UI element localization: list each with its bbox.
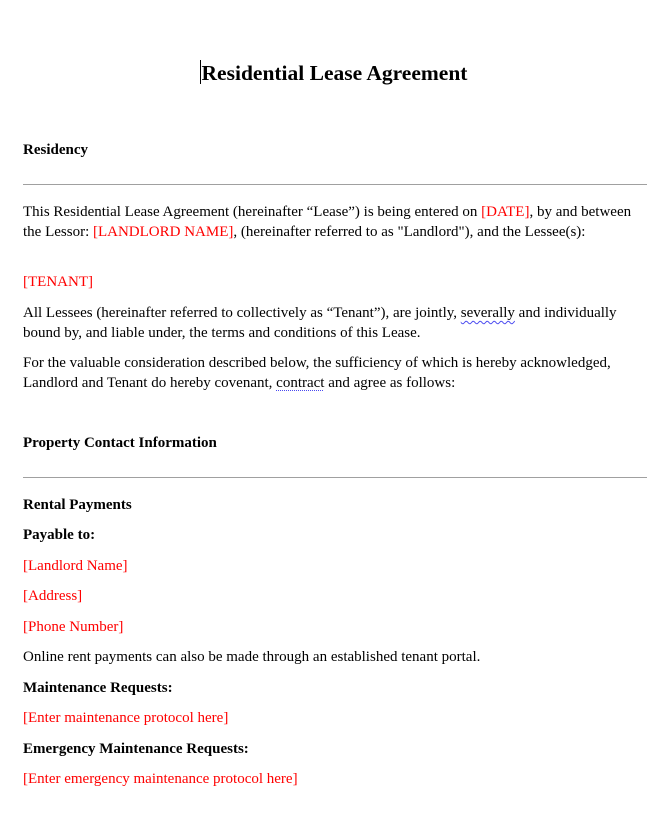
maintenance-protocol-placeholder[interactable]: [Enter maintenance protocol here] [23, 710, 229, 726]
para1-text-a: This Residential Lease Agreement (hereinafter “Lease”) is being entered on [23, 204, 482, 220]
residency-paragraph-2 [23, 304, 633, 343]
maintenance-requests-label: Maintenance Requests: [23, 680, 173, 696]
payee-address-placeholder[interactable]: [Address] [23, 588, 83, 604]
emergency-protocol-placeholder[interactable]: [Enter emergency maintenance protocol here] [23, 771, 298, 787]
payee-phone-placeholder[interactable]: [Phone Number] [23, 619, 124, 635]
para2-text-a: All Lessees (hereinafter referred to collectively as “Tenant”), are jointly, [23, 305, 461, 321]
tenant-placeholder[interactable]: [TENANT] [23, 274, 93, 290]
section-divider-property [23, 477, 647, 478]
date-placeholder[interactable]: [DATE] [481, 204, 530, 220]
para3-text-b: and agree as follows: [324, 374, 456, 391]
document-title[interactable] [0, 58, 667, 88]
severally-word: severally [460, 305, 515, 321]
landlord-name-placeholder[interactable]: [LANDLORD NAME] [92, 223, 234, 240]
residency-paragraph-1 [23, 203, 633, 242]
residency-paragraph-3 [23, 354, 633, 393]
property-contact-heading: Property Contact Information [23, 435, 217, 451]
text-cursor [200, 60, 201, 84]
para1-text-b: , by and between the Lessor: [23, 204, 632, 240]
section-divider-residency [23, 184, 647, 185]
title-text: Residential Lease Agreement [201, 61, 468, 85]
rental-payments-heading: Rental Payments [23, 497, 132, 513]
online-payment-note: Online rent payments can also be made through an established tenant portal. [23, 649, 481, 665]
payee-landlord-name-placeholder[interactable]: [Landlord Name] [23, 558, 128, 574]
emergency-maintenance-label: Emergency Maintenance Requests: [23, 741, 249, 757]
contract-word: contract [276, 374, 325, 391]
payable-to-label: Payable to: [23, 527, 96, 543]
residency-heading: Residency [23, 142, 88, 158]
para2-text-b: and individually bound by, and liable under, the terms and conditions of this Lease. [23, 305, 617, 341]
para1-text-c: , (hereinafter referred to as "Landlord"), and the Lessee(s): [233, 223, 586, 240]
para3-text-a: For the valuable consideration described below, the sufficiency of which is hereby acknowledged, Landlord and Tenant do hereby covenant, [23, 355, 611, 391]
